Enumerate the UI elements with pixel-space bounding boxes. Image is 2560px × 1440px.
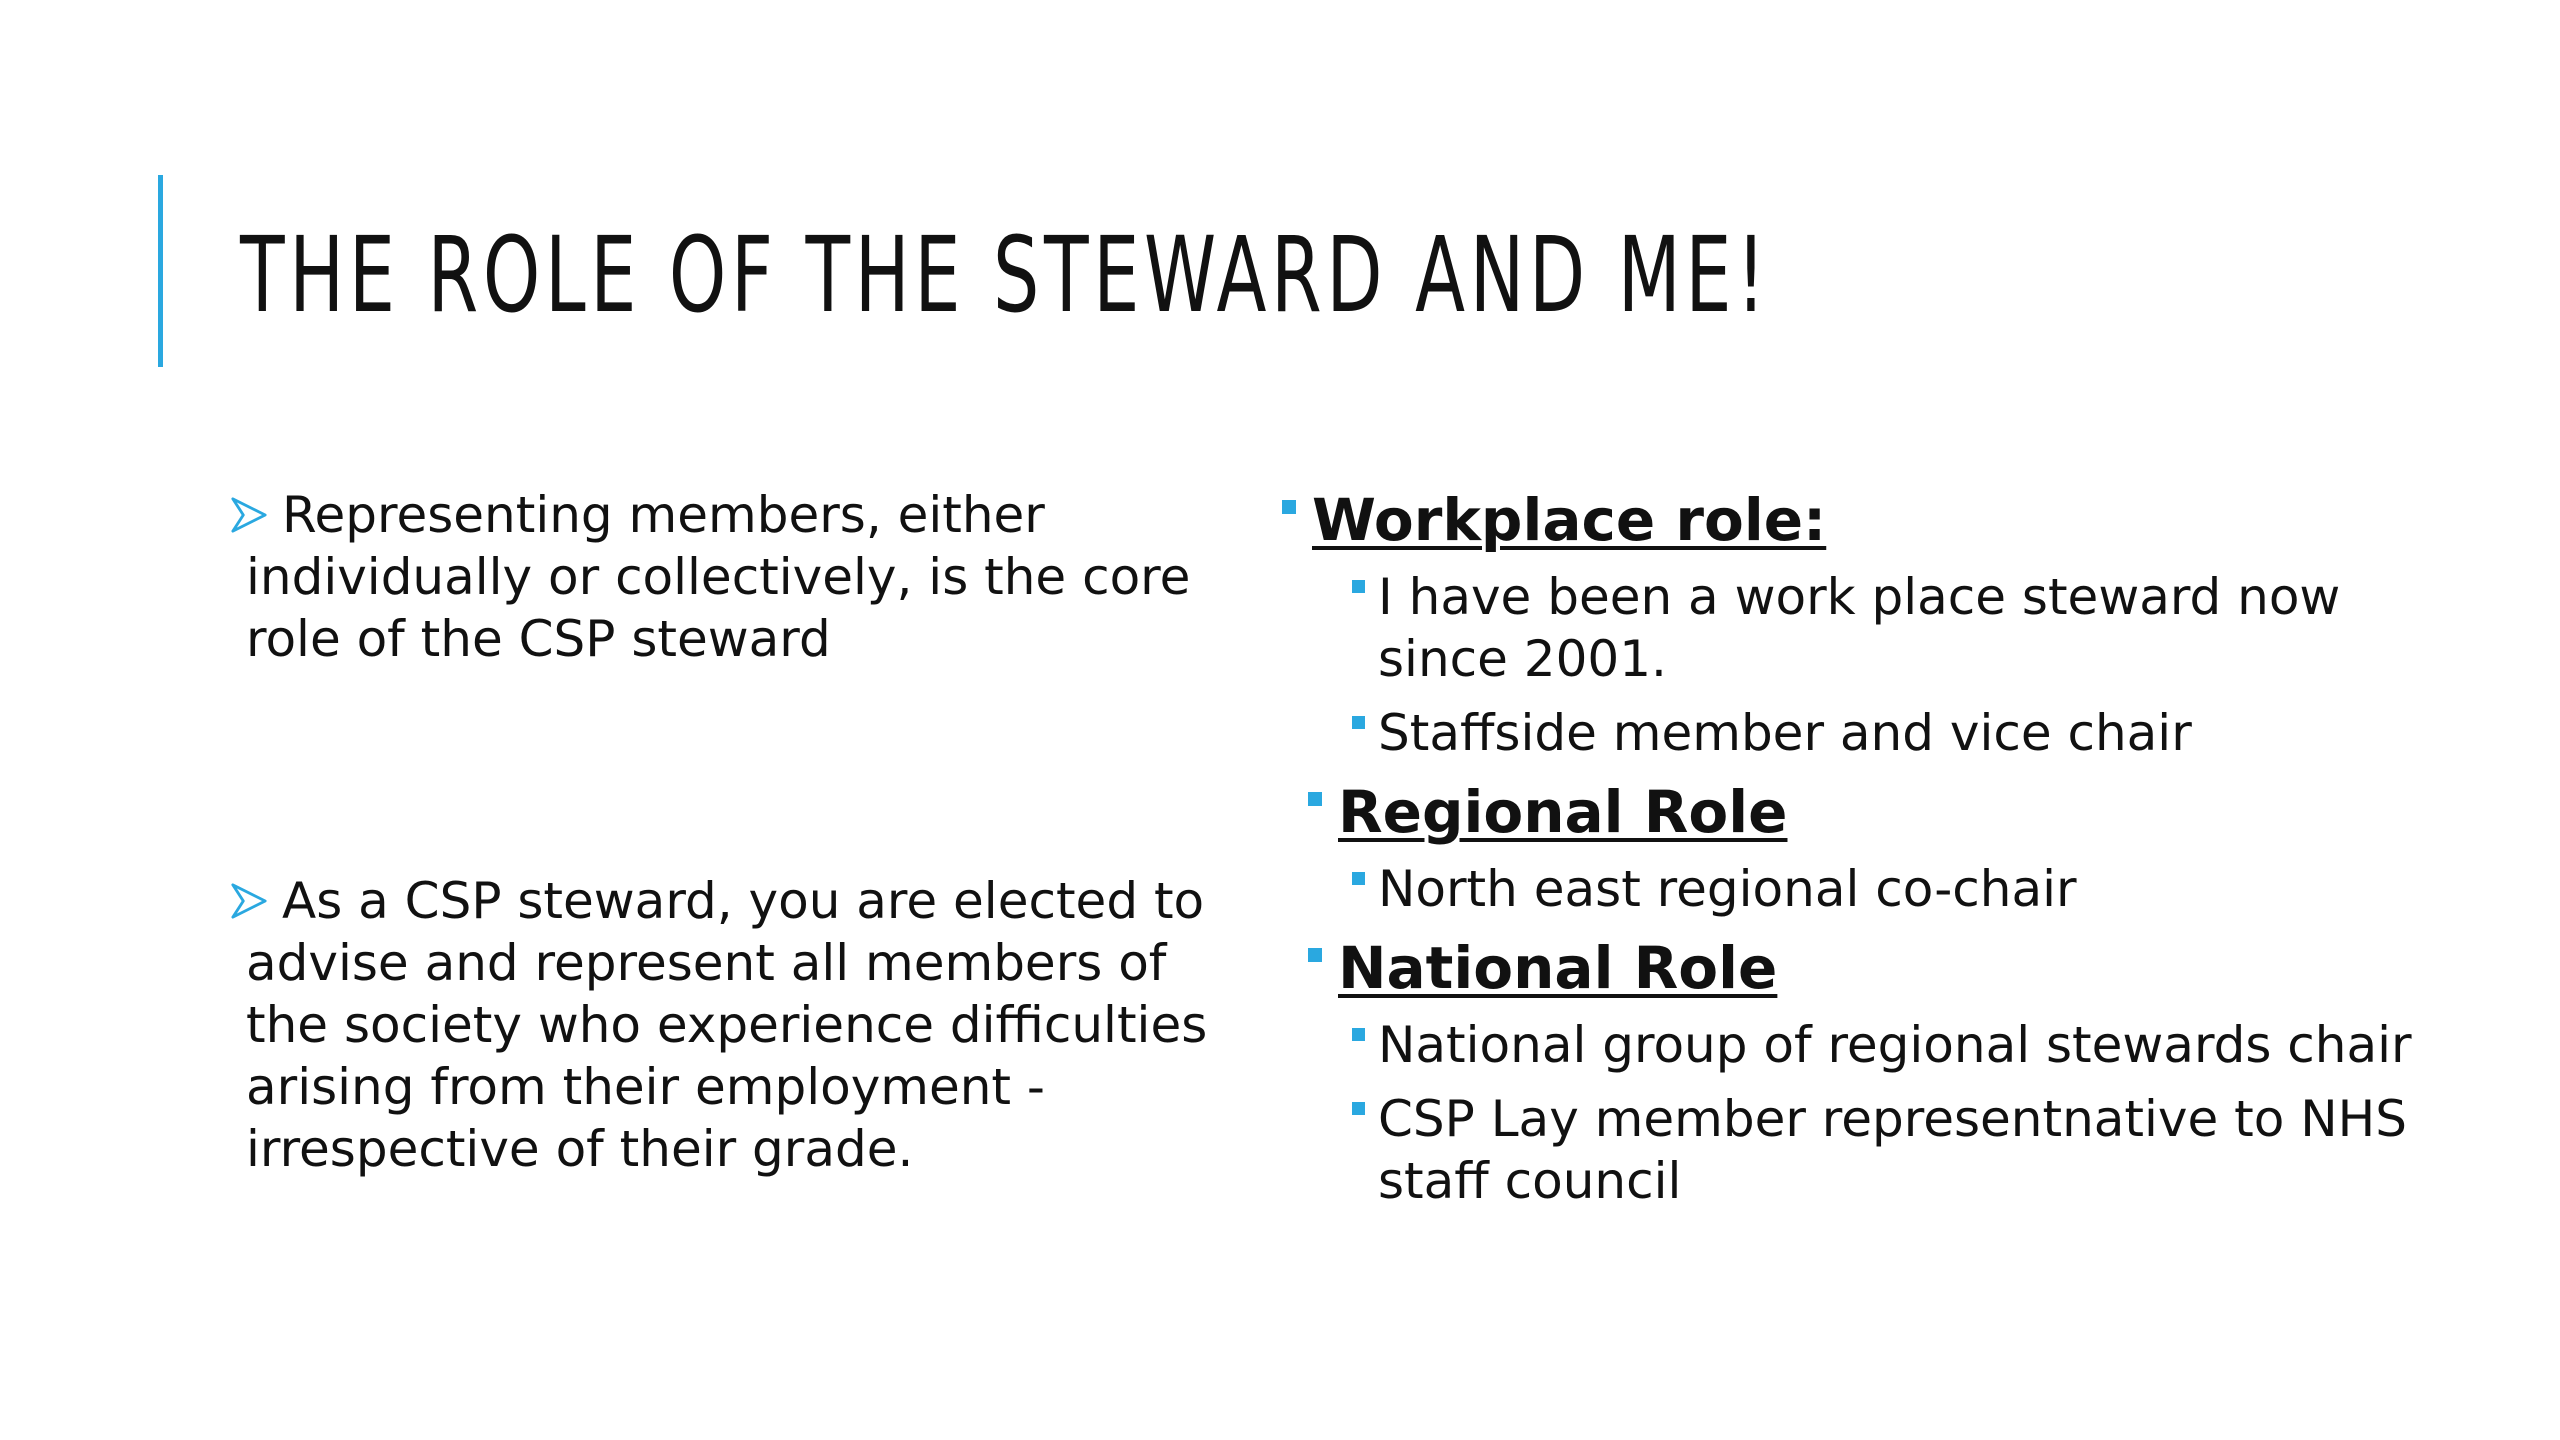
left-bullet-item: [230, 870, 1230, 1180]
section-heading-national: National Role: [1308, 932, 2482, 1004]
list-item: North east regional co-chair: [1352, 858, 2482, 920]
left-bullet-item: [230, 484, 1230, 670]
left-bullet-text: As a CSP steward, you are elected to advise and represent all members of the society who experience difficulties arising from their employment - irrespective of their grade.: [246, 872, 1208, 1178]
list-item: Staffside member and vice chair: [1352, 702, 2482, 764]
square-bullet-icon: [1308, 792, 1322, 806]
slide-title: THE ROLE OF THE STEWARD AND ME!: [240, 214, 1771, 336]
section-heading-regional: Regional Role: [1308, 776, 2482, 848]
square-bullet-icon: [1308, 948, 1322, 962]
square-bullet-icon: [1352, 1102, 1365, 1115]
left-bullet-text: Representing members, either individually or collectively, is the core role of the CSP steward: [246, 486, 1191, 668]
list-item: CSP Lay member representnative to NHS staff council: [1352, 1088, 2482, 1212]
left-bullet-list: [230, 484, 1230, 1180]
arrow-bullet-icon: [230, 882, 268, 920]
title-accent-bar: [158, 175, 163, 367]
arrow-bullet-icon: [230, 496, 268, 534]
square-bullet-icon: [1352, 580, 1365, 593]
section-heading-workplace: Workplace role:: [1282, 484, 2482, 556]
square-bullet-icon: [1352, 716, 1365, 729]
square-bullet-icon: [1352, 1028, 1365, 1041]
square-bullet-icon: [1282, 500, 1296, 514]
list-item: National group of regional stewards chair: [1352, 1014, 2482, 1076]
list-item: I have been a work place steward now since 2001.: [1352, 566, 2482, 690]
square-bullet-icon: [1352, 872, 1365, 885]
right-bullet-list: [1282, 484, 2482, 1224]
